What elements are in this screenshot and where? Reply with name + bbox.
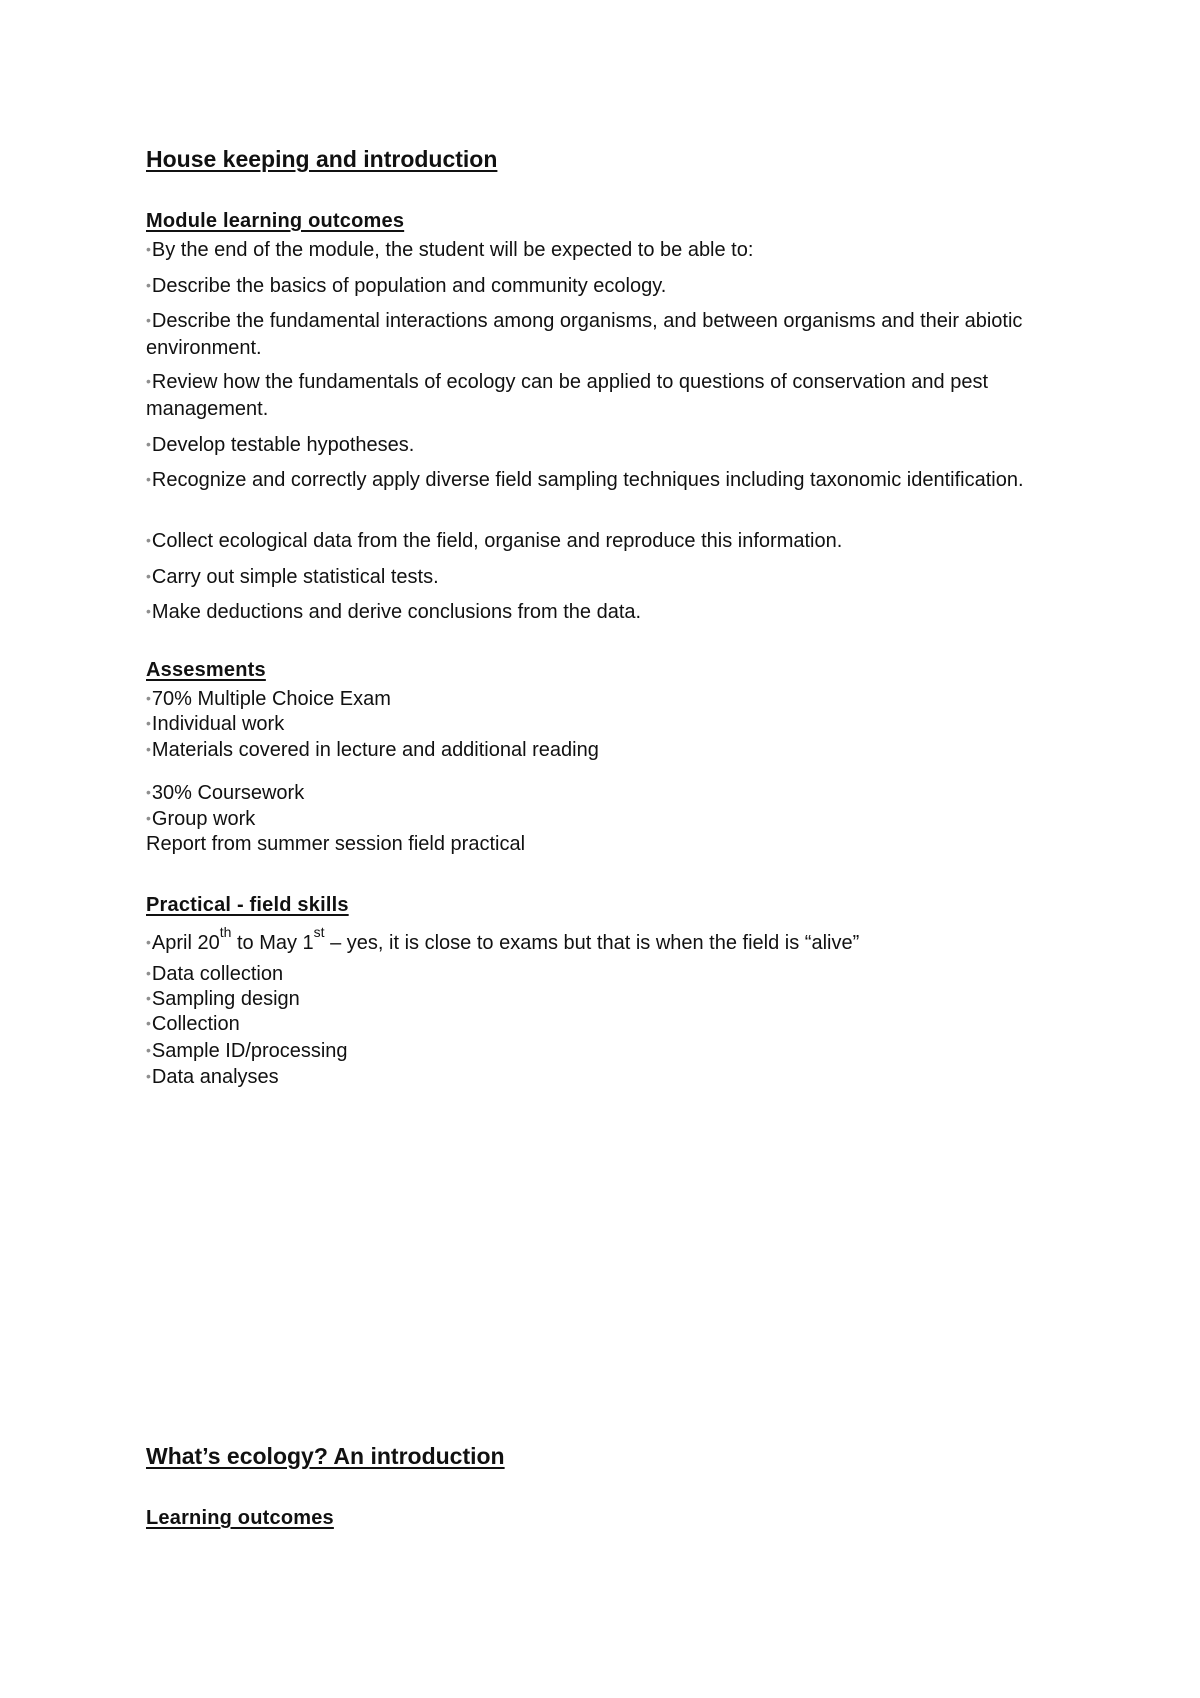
learning-outcomes-heading: Learning outcomes	[146, 1507, 334, 1529]
bullet-icon: •	[146, 1042, 151, 1058]
list-item-dates: •April 20th to May 1st – yes, it is close to exams but that is when the field is “alive”	[146, 924, 860, 954]
list-item: •Data analyses	[146, 1066, 279, 1088]
bullet-icon: •	[146, 810, 151, 826]
list-item: •Describe the basics of population and community ecology.	[146, 275, 667, 297]
module-learning-outcomes-heading: Module learning outcomes	[146, 210, 405, 232]
list-item: •Develop testable hypotheses.	[146, 434, 415, 456]
bullet-icon: •	[146, 965, 151, 981]
list-item: •Review how the fundamentals of ecology can be applied to questions of conservation and pest management.	[146, 371, 988, 420]
bullet-icon: •	[146, 436, 151, 452]
bullet-icon: •	[146, 1015, 151, 1031]
list-item: •Make deductions and derive conclusions from the data.	[146, 601, 642, 623]
bullet-icon: •	[146, 603, 151, 619]
list-item: •Collect ecological data from the field, organise and reproduce this information.	[146, 530, 843, 552]
list-item: •Sample ID/processing	[146, 1040, 348, 1062]
practical-field-skills-heading: Practical - field skills	[146, 894, 349, 916]
list-item: •Data collection	[146, 963, 284, 985]
list-item: •Describe the fundamental interactions among organisms, and between organisms and their abiotic environment.	[146, 310, 1023, 359]
section-title-whats-ecology: What’s ecology? An introduction	[146, 1443, 505, 1469]
list-item: •Individual work	[146, 713, 285, 735]
list-item: •Recognize and correctly apply diverse field sampling techniques including taxonomic identification.	[146, 469, 1024, 491]
list-item: •30% Coursework	[146, 782, 305, 804]
bullet-icon: •	[146, 741, 151, 757]
bullet-icon: •	[146, 471, 151, 487]
bullet-icon: •	[146, 568, 151, 584]
assessments-heading: Assesments	[146, 659, 266, 681]
bullet-icon: •	[146, 1068, 151, 1084]
list-item: •70% Multiple Choice Exam	[146, 688, 391, 710]
plain-line: Report from summer session field practical	[146, 833, 526, 855]
bullet-icon: •	[146, 373, 151, 389]
bullet-icon: •	[146, 784, 151, 800]
bullet-icon: •	[146, 690, 151, 706]
bullet-icon: •	[146, 532, 151, 548]
list-item: •Group work	[146, 808, 256, 830]
list-item: •By the end of the module, the student will be expected to be able to:	[146, 239, 754, 261]
bullet-icon: •	[146, 934, 151, 950]
bullet-icon: •	[146, 990, 151, 1006]
list-item: •Sampling design	[146, 988, 300, 1010]
list-item: •Carry out simple statistical tests.	[146, 566, 439, 588]
bullet-icon: •	[146, 715, 151, 731]
bullet-icon: •	[146, 241, 151, 257]
list-item: •Collection	[146, 1013, 240, 1035]
bullet-icon: •	[146, 312, 151, 328]
bullet-icon: •	[146, 277, 151, 293]
section-title-housekeeping: House keeping and introduction	[146, 146, 498, 172]
list-item: •Materials covered in lecture and additional reading	[146, 739, 599, 761]
